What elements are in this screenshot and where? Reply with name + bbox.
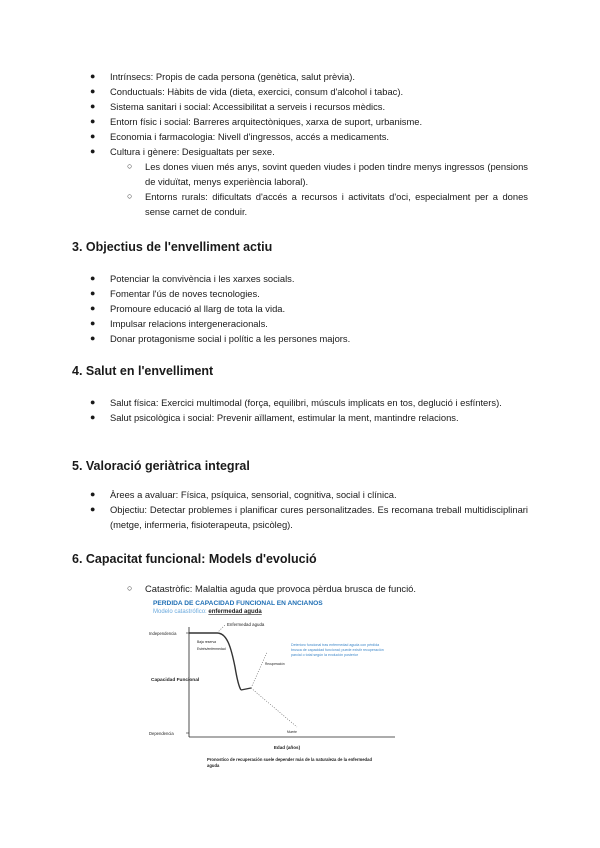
bullet-icon: ●	[90, 333, 96, 343]
circle-bullet-icon: ○	[127, 161, 133, 171]
list-item: ● Cultura i gènere: Desigualtats per sexe.	[90, 146, 275, 157]
capacity-curve-recovery	[241, 688, 251, 690]
bullet-icon: ●	[90, 288, 96, 298]
stress-label: Estrés/enfermedad	[197, 647, 226, 651]
chart-svg	[147, 597, 397, 782]
sub-list-item: ○ Catastròfic: Malaltia aguda que provoca pèrdua brusca de funció.	[127, 583, 416, 594]
right-note: Deterioro funcional tras enfermedad aguda con pérdida brusca de capacidad funcional; puede existir recuperación parcial o total según la evolución posterior	[291, 643, 384, 657]
y-axis-label: Capacidad Funcional	[151, 678, 200, 683]
factors-list	[0, 69, 600, 219]
footnote-box	[207, 757, 377, 779]
list-item: ● Promoure educació al llarg de tota la vida.	[90, 303, 286, 314]
dotted-projection	[251, 652, 267, 688]
bullet-icon: ●	[90, 101, 96, 111]
acute-disease-label: Enfermedad aguda	[227, 622, 265, 627]
bullet-icon: ●	[90, 489, 96, 499]
bullet-icon: ●	[90, 86, 96, 96]
y-tick-label-independence: Independencia	[149, 631, 177, 636]
y-tick-label-dependence: Dependencia	[149, 731, 174, 736]
list-item: ● Economia i farmacologia: Nivell d'ingressos, accés a medicaments.	[90, 131, 389, 142]
list-item: ● Conductuals: Hàbits de vida (dieta, exercici, consum d'alcohol i tabac).	[90, 86, 404, 97]
list-item: ● Fomentar l'ús de noves tecnologies.	[90, 288, 260, 299]
list-item: ● Intrínsecs: Propis de cada persona (genètica, salut prèvia).	[90, 71, 355, 82]
bullet-icon: ●	[90, 71, 96, 81]
bullet-icon: ●	[90, 146, 96, 156]
list-item: ● Entorn físic i social: Barreres arquitectòniques, xarxa de suport, urbanisme.	[90, 116, 423, 127]
list-item: ● Salut física: Exercici multimodal (força, equilibri, músculs implicats en tos, deglució i esfínters).	[90, 397, 502, 408]
section-3-list	[0, 271, 600, 346]
x-axis-label: Edad (años)	[273, 745, 301, 750]
section-6-list	[0, 581, 600, 596]
section-6-heading: 6. Capacitat funcional: Models d'evolució	[72, 552, 317, 566]
functional-capacity-chart	[147, 597, 397, 782]
chart-subtitle: Modelo catastrófico: enfermedad aguda	[153, 609, 262, 615]
section-4-list	[0, 395, 600, 425]
low-reserve-label: Baja reserva	[197, 640, 217, 644]
bullet-icon: ●	[90, 273, 96, 283]
bullet-icon: ●	[90, 318, 96, 328]
list-item: ● Donar protagonisme social i polític a les persones majors.	[90, 333, 351, 344]
circle-bullet-icon: ○	[127, 583, 133, 593]
bullet-icon: ●	[90, 504, 96, 514]
bullet-icon: ●	[90, 131, 96, 141]
section-3-heading: 3. Objectius de l'envelliment actiu	[72, 240, 273, 254]
bullet-icon: ●	[90, 412, 96, 422]
sub-list-item: ○ Entorns rurals: dificultats d'accés a recursos i activitats d'oci, especialment per a dones sense carnet de conduir.	[127, 191, 528, 217]
sub-list-item: ○ Les dones viuen més anys, sovint queden viudes i poden tindre menys ingressos (pensions de viduïtat, menys experiència laboral).	[127, 161, 528, 187]
list-item: ● Potenciar la convivència i les xarxes socials.	[90, 273, 295, 284]
list-item: ● Sistema sanitari i social: Accessibilitat a serveis i recursos mèdics.	[90, 101, 386, 112]
section-5-list	[0, 487, 600, 532]
dotted-projection	[217, 625, 225, 633]
death-label: Muerte	[287, 730, 297, 734]
section-4-heading: 4. Salut en l'envelliment	[72, 364, 214, 378]
list-item: ● Àrees a avaluar: Física, psíquica, sensorial, cognitiva, social i clínica.	[90, 489, 397, 500]
bullet-icon: ●	[90, 303, 96, 313]
list-item: ● Impulsar relacions intergeneracionals.	[90, 318, 268, 329]
bullet-icon: ●	[90, 397, 96, 407]
circle-bullet-icon: ○	[127, 191, 133, 201]
chart-title: PERDIDA DE CAPACIDAD FUNCIONAL EN ANCIANOS	[153, 600, 323, 607]
bullet-icon: ●	[90, 116, 96, 126]
recovery-label: Recuperación	[265, 662, 285, 666]
list-item: ● Salut psicològica i social: Prevenir aïllament, estimular la ment, mantindre relacions.	[90, 412, 459, 423]
dotted-projection	[251, 688, 297, 727]
list-item: ● Objectiu: Detectar problemes i planificar cures personalitzades. Es recomana treball multidisciplinari (metge, infermeria, fisioterapeuta, psicòleg).	[90, 504, 528, 530]
section-5-heading: 5. Valoració geriàtrica integral	[72, 459, 250, 473]
right-note-box	[291, 643, 387, 683]
chart-footnote: Pronostico de recuperación suele depender más de la naturaleza de la enfermedad aguda	[207, 757, 372, 768]
